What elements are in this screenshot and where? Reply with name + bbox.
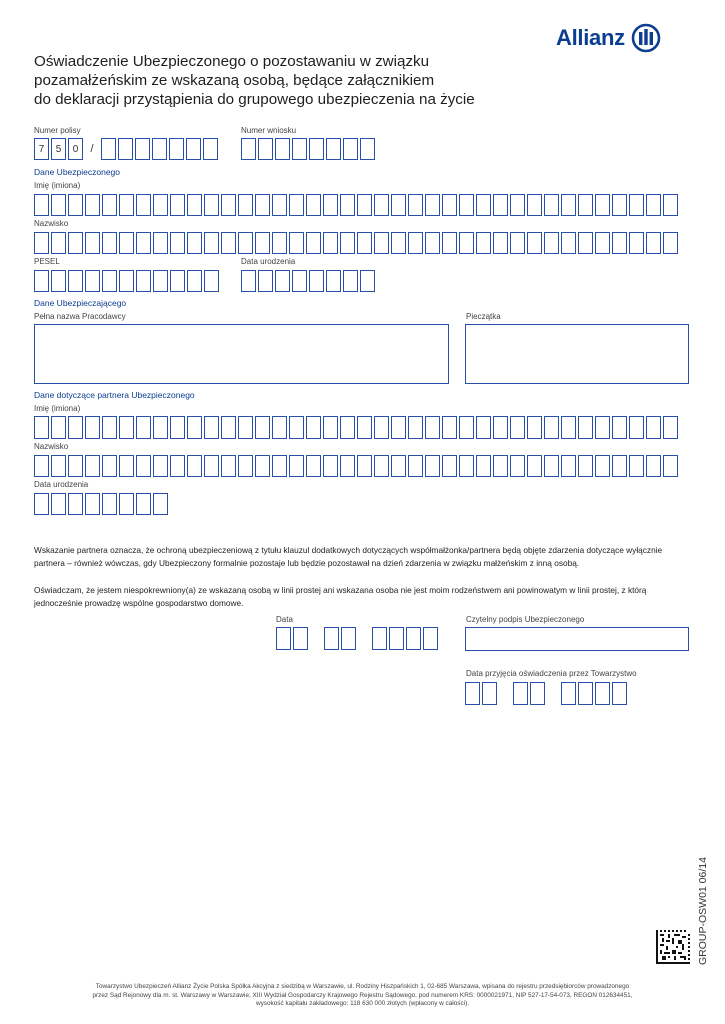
char-cell[interactable] [102,416,117,439]
char-cell[interactable] [119,416,134,439]
char-cell[interactable] [493,194,508,216]
char-cell[interactable] [306,232,321,254]
insured-section-heading: Dane Ubezpieczonego [34,167,121,177]
policy-digit-cell[interactable] [169,138,184,160]
char-cell[interactable] [34,493,49,515]
char-cell[interactable] [34,194,49,216]
char-cell[interactable] [204,232,219,254]
char-cell[interactable] [238,194,253,216]
char-cell[interactable] [493,232,508,254]
char-cell[interactable] [340,194,355,216]
char-cell[interactable] [85,270,100,292]
char-cell[interactable] [510,455,525,477]
char-cell[interactable] [34,416,49,439]
char-cell[interactable] [561,416,576,439]
char-cell[interactable] [408,455,423,477]
signature-date-label: Data [276,615,293,624]
char-cell[interactable] [646,194,661,216]
policy-digit-cell[interactable]: 5 [51,138,66,160]
char-cell[interactable] [136,232,151,254]
char-cell[interactable] [663,416,678,439]
stamp-field[interactable] [465,324,689,384]
char-cell[interactable] [595,194,610,216]
char-cell[interactable] [136,416,151,439]
char-cell[interactable] [391,194,406,216]
month-cell[interactable] [341,627,356,650]
char-cell[interactable] [153,270,168,292]
day-cell[interactable] [465,682,480,705]
char-cell[interactable] [476,416,491,439]
char-cell[interactable] [258,270,273,292]
char-cell[interactable] [170,270,185,292]
char-cell[interactable] [102,270,117,292]
char-cell[interactable] [85,232,100,254]
char-cell[interactable] [119,455,134,477]
year-cell[interactable] [595,682,610,705]
char-cell[interactable] [136,194,151,216]
char-cell[interactable] [153,416,168,439]
policy-digit-cell[interactable] [203,138,218,160]
char-cell[interactable] [646,455,661,477]
char-cell[interactable] [292,270,307,292]
application-digit-cell[interactable] [292,138,307,160]
day-cell[interactable] [482,682,497,705]
signature-date-field[interactable] [276,627,440,650]
char-cell[interactable] [204,194,219,216]
char-cell[interactable] [119,232,134,254]
char-cell[interactable] [68,493,83,515]
char-cell[interactable] [561,194,576,216]
policy-digit-cell[interactable] [152,138,167,160]
form-code: GROUP-OSW01 06/14 [697,857,709,965]
char-cell[interactable] [527,416,542,439]
char-cell[interactable] [187,416,202,439]
char-cell[interactable] [323,455,338,477]
char-cell[interactable] [136,455,151,477]
insured-last-name-field[interactable] [34,232,680,254]
char-cell[interactable] [34,232,49,254]
insured-last-name-label: Nazwisko [34,219,69,228]
char-cell[interactable] [459,416,474,439]
partner-first-name-field[interactable] [34,416,680,439]
char-cell[interactable] [408,416,423,439]
char-cell[interactable] [459,455,474,477]
char-cell[interactable] [476,232,491,254]
char-cell[interactable] [425,416,440,439]
char-cell[interactable] [629,194,644,216]
title-line-3: do deklaracji przystąpienia do grupowego ubezpieczenia na życie [34,91,475,108]
char-cell[interactable] [425,194,440,216]
char-cell[interactable] [595,455,610,477]
policy-digit-cell[interactable] [101,138,116,160]
char-cell[interactable] [68,416,83,439]
char-cell[interactable] [578,194,593,216]
partner-last-name-label: Nazwisko [34,442,69,451]
year-cell[interactable] [578,682,593,705]
char-cell[interactable] [544,416,559,439]
kinship-declaration-paragraph: Oświadczam, że jestem niespokrewniony(a) ze wskazaną osobą w linii prostej ani wskazana osoba nie jest moim rodzeństwem ani powinowatym w linii prostej, z którą jednocześnie prowadzę wspólne gospodarstwo domowe. [34,585,647,608]
char-cell[interactable] [612,232,627,254]
char-cell[interactable] [323,232,338,254]
char-cell[interactable] [187,194,202,216]
char-cell[interactable] [578,455,593,477]
char-cell[interactable] [238,232,253,254]
char-cell[interactable] [527,232,542,254]
policy-digit-cell[interactable]: 7 [34,138,49,160]
char-cell[interactable] [612,416,627,439]
char-cell[interactable] [255,232,270,254]
char-cell[interactable] [663,232,678,254]
signature-label: Czytelny podpis Ubezpieczonego [466,615,585,624]
year-cell[interactable] [612,682,627,705]
partner-birth-date-label: Data urodzenia [34,480,89,489]
char-cell[interactable] [612,455,627,477]
char-cell[interactable] [306,455,321,477]
partner-statement-paragraph: Wskazanie partnera oznacza, że ochroną ubezpieczeniową z tytułu klauzul dodatkowych dotyczących współmałżonka/partnera będą objęte zdarzenia dotyczące wyłącznie partnera – również wówczas, gdy Ubezpieczony formalnie pozostaje lub będzie pozostawał na dzień zdarzenia w związku małżeńskim z inną osobą. [34,545,663,568]
policy-number-field[interactable] [34,138,220,160]
char-cell[interactable] [493,416,508,439]
application-digit-cell[interactable] [258,138,273,160]
char-cell[interactable] [408,232,423,254]
char-cell[interactable] [187,270,202,292]
application-digit-cell[interactable] [309,138,324,160]
char-cell[interactable] [544,232,559,254]
char-cell[interactable] [408,194,423,216]
char-cell[interactable] [272,194,287,216]
day-cell[interactable] [276,627,291,650]
char-cell[interactable] [68,270,83,292]
char-cell[interactable] [510,194,525,216]
partner-birth-date-field[interactable] [34,493,170,515]
char-cell[interactable] [68,194,83,216]
char-cell[interactable] [102,232,117,254]
char-cell[interactable] [306,194,321,216]
char-cell[interactable] [275,270,290,292]
char-cell[interactable] [289,232,304,254]
char-cell[interactable] [663,194,678,216]
year-cell[interactable] [389,627,404,650]
char-cell[interactable] [343,270,358,292]
char-cell[interactable] [629,416,644,439]
employer-name-label: Pełna nazwa Pracodawcy [34,312,126,321]
char-cell[interactable] [510,232,525,254]
application-digit-cell[interactable] [343,138,358,160]
month-cell[interactable] [324,627,339,650]
char-cell[interactable] [442,416,457,439]
char-cell[interactable] [255,455,270,477]
char-cell[interactable] [578,232,593,254]
policy-slash: / [90,143,94,155]
char-cell[interactable] [102,493,117,515]
char-cell[interactable] [85,493,100,515]
char-cell[interactable] [204,416,219,439]
char-cell[interactable] [646,232,661,254]
legal-footer [60,983,665,1009]
char-cell[interactable] [357,416,372,439]
char-cell[interactable] [629,232,644,254]
char-cell[interactable] [68,232,83,254]
char-cell[interactable] [612,194,627,216]
char-cell[interactable] [425,232,440,254]
char-cell[interactable] [85,416,100,439]
char-cell[interactable] [170,416,185,439]
char-cell[interactable] [374,232,389,254]
char-cell[interactable] [527,455,542,477]
char-cell[interactable] [442,232,457,254]
char-cell[interactable] [136,493,151,515]
char-cell[interactable] [527,194,542,216]
char-cell[interactable] [153,194,168,216]
char-cell[interactable] [360,270,375,292]
char-cell[interactable] [85,194,100,216]
policy-digit-cell[interactable]: 0 [68,138,83,160]
policy-digit-cell[interactable] [186,138,201,160]
char-cell[interactable] [221,232,236,254]
char-cell[interactable] [663,455,678,477]
insured-pesel-label: PESEL [34,257,60,266]
char-cell[interactable] [51,270,66,292]
char-cell[interactable] [238,455,253,477]
policy-digit-cell[interactable] [135,138,150,160]
insured-birth-date-field[interactable] [241,270,377,292]
char-cell[interactable] [323,416,338,439]
insured-first-name-label: Imię (imiona) [34,181,81,190]
footer-line-3: wysokość kapitału zakładowego: 118 630 000 złotych (wpłacony w całości). [255,1000,469,1008]
char-cell[interactable] [391,455,406,477]
char-cell[interactable] [544,194,559,216]
char-cell[interactable] [272,232,287,254]
year-cell[interactable] [406,627,421,650]
char-cell[interactable] [289,455,304,477]
year-cell[interactable] [423,627,438,650]
application-digit-cell[interactable] [275,138,290,160]
signature-field[interactable] [465,627,689,651]
year-cell[interactable] [561,682,576,705]
char-cell[interactable] [187,232,202,254]
application-digit-cell[interactable] [360,138,375,160]
char-cell[interactable] [85,455,100,477]
char-cell[interactable] [204,455,219,477]
char-cell[interactable] [357,232,372,254]
partner-last-name-field[interactable] [34,455,680,477]
char-cell[interactable] [221,194,236,216]
char-cell[interactable] [595,232,610,254]
char-cell[interactable] [238,416,253,439]
title-line-2: pozamałżeńskim ze wskazaną osobą, będące załącznikiem [34,72,435,89]
char-cell[interactable] [221,455,236,477]
insured-first-name-field[interactable] [34,194,680,216]
char-cell[interactable] [51,232,66,254]
char-cell[interactable] [119,493,134,515]
char-cell[interactable] [340,416,355,439]
allianz-logo [556,22,661,54]
char-cell[interactable] [68,455,83,477]
char-cell[interactable] [578,416,593,439]
day-cell[interactable] [293,627,308,650]
char-cell[interactable] [459,232,474,254]
stamp-label: Pieczątka [466,312,501,321]
partner-section-heading: Dane dotyczące partnera Ubezpieczonego [34,390,195,400]
char-cell[interactable] [476,194,491,216]
char-cell[interactable] [425,455,440,477]
char-cell[interactable] [272,416,287,439]
char-cell[interactable] [119,270,134,292]
insurer-section-heading: Dane Ubezpieczającego [34,298,127,308]
char-cell[interactable] [51,455,66,477]
char-cell[interactable] [289,416,304,439]
year-cell[interactable] [372,627,387,650]
char-cell[interactable] [51,194,66,216]
char-cell[interactable] [170,194,185,216]
char-cell[interactable] [442,194,457,216]
acceptance-date-label: Data przyjęcia oświadczenia przez Towarzystwo [466,669,637,678]
char-cell[interactable] [102,455,117,477]
char-cell[interactable] [255,194,270,216]
brand-name: Allianz [556,25,625,50]
char-cell[interactable] [51,493,66,515]
datamatrix-code-icon [656,930,690,964]
char-cell[interactable] [374,416,389,439]
char-cell[interactable] [340,232,355,254]
application-number-label: Numer wniosku [241,126,297,135]
char-cell[interactable] [442,455,457,477]
char-cell[interactable] [510,416,525,439]
insured-birth-date-label: Data urodzenia [241,257,296,266]
char-cell[interactable] [187,455,202,477]
month-cell[interactable] [530,682,545,705]
char-cell[interactable] [629,455,644,477]
char-cell[interactable] [255,416,270,439]
form-title [34,52,475,109]
application-digit-cell[interactable] [241,138,256,160]
char-cell[interactable] [323,194,338,216]
char-cell[interactable] [544,455,559,477]
allianz-eagle-icon [631,23,661,53]
char-cell[interactable] [34,455,49,477]
footer-line-2: przez Sąd Rejonowy dla m. st. Warszawy w Warszawie, XIII Wydział Gospodarczy Krajowego Rejestru Sądowego, pod numerem KRS: 0000021971, NIP 527-17-54-073, REGON 012634451, [92,991,633,999]
title-line-1: Oświadczenie Ubezpieczonego o pozostawaniu w związku [34,53,430,70]
char-cell[interactable] [289,194,304,216]
char-cell[interactable] [326,270,341,292]
char-cell[interactable] [102,194,117,216]
char-cell[interactable] [272,455,287,477]
employer-name-field[interactable] [34,324,449,384]
policy-digit-cell[interactable] [118,138,133,160]
char-cell[interactable] [391,232,406,254]
char-cell[interactable] [646,416,661,439]
char-cell[interactable] [357,194,372,216]
char-cell[interactable] [561,232,576,254]
char-cell[interactable] [595,416,610,439]
char-cell[interactable] [459,194,474,216]
char-cell[interactable] [493,455,508,477]
char-cell[interactable] [221,416,236,439]
application-number-field[interactable] [241,138,377,160]
char-cell[interactable] [136,270,151,292]
char-cell[interactable] [374,455,389,477]
insured-pesel-field[interactable] [34,270,221,292]
char-cell[interactable] [391,416,406,439]
footer-line-1: Towarzystwo Ubezpieczeń Allianz Życie Polska Spółka Akcyjna z siedzibą w Warszawie, ul. Rodziny Hiszpańskich 1, 02-685 Warszawa, wpisana do rejestru przedsiębiorców prowadzonego [95,983,630,990]
char-cell[interactable] [306,416,321,439]
char-cell[interactable] [170,232,185,254]
policy-number-label: Numer polisy [34,126,81,135]
char-cell[interactable] [51,416,66,439]
char-cell[interactable] [357,455,372,477]
acceptance-date-field[interactable] [465,682,629,705]
month-cell[interactable] [513,682,528,705]
char-cell[interactable] [241,270,256,292]
char-cell[interactable] [170,455,185,477]
char-cell[interactable] [153,493,168,515]
char-cell[interactable] [340,455,355,477]
char-cell[interactable] [476,455,491,477]
char-cell[interactable] [34,270,49,292]
char-cell[interactable] [561,455,576,477]
char-cell[interactable] [309,270,324,292]
char-cell[interactable] [153,455,168,477]
char-cell[interactable] [374,194,389,216]
char-cell[interactable] [119,194,134,216]
partner-first-name-label: Imię (imiona) [34,404,81,413]
application-digit-cell[interactable] [326,138,341,160]
char-cell[interactable] [204,270,219,292]
char-cell[interactable] [153,232,168,254]
